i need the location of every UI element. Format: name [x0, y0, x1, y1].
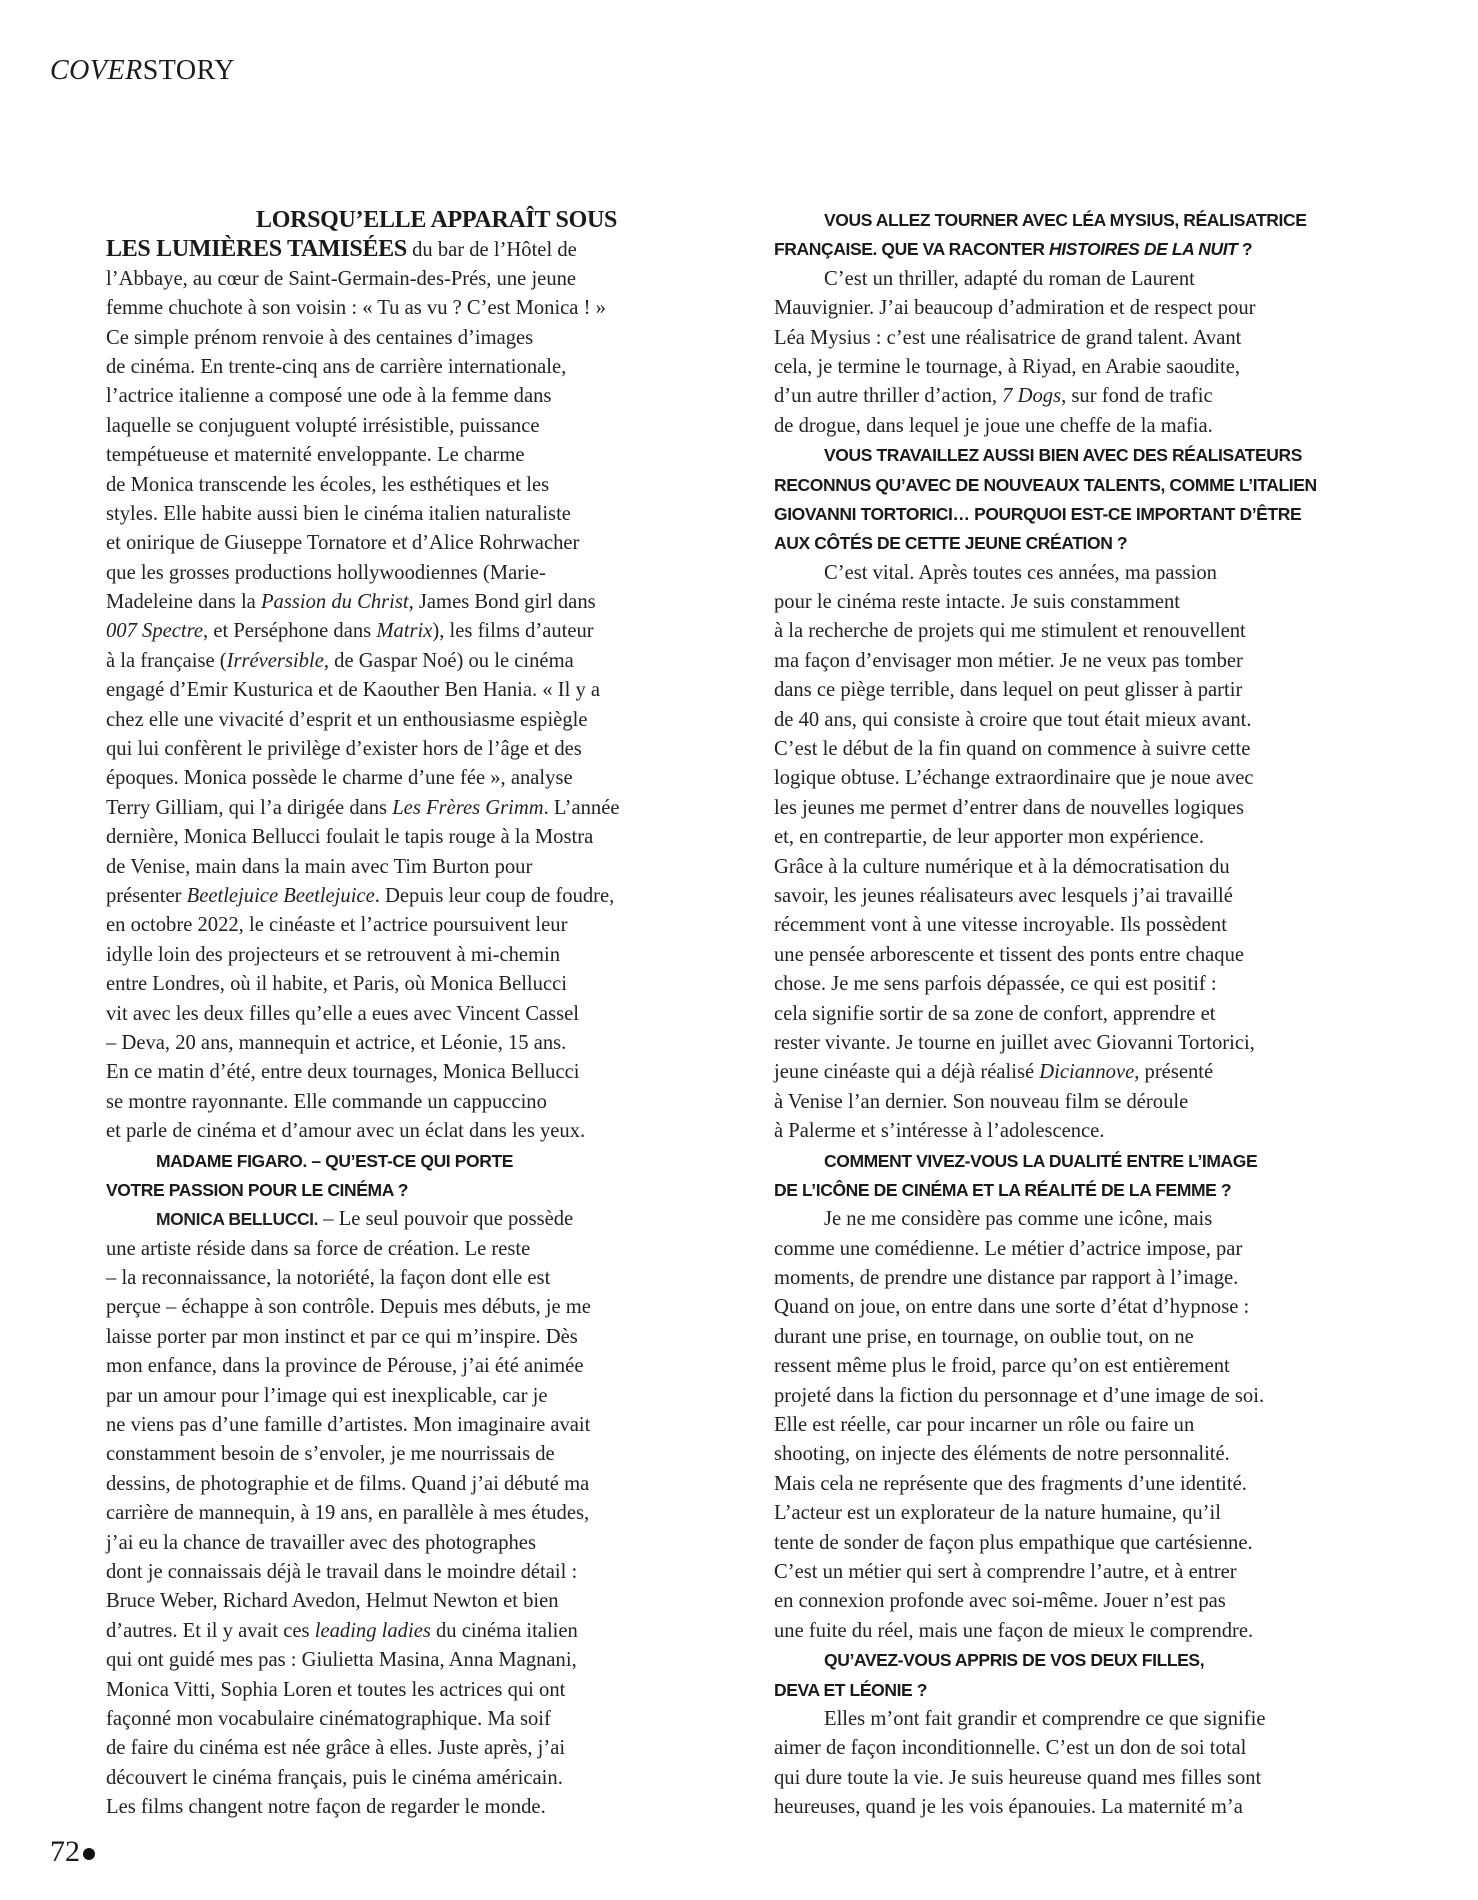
- body-line: l’Abbaye, au cœur de Saint-Germain-des-Prés, une jeune: [106, 267, 577, 290]
- body-line: récemment vont à une vitesse incroyable. Ils possèdent: [774, 914, 1227, 937]
- body-line: logique obtuse. L’échange extraordinaire que je noue avec: [774, 767, 1254, 790]
- answer-2-first-line: C’est un thriller, adapté du roman de Laurent: [824, 267, 1195, 290]
- speaker-name: MONICA BELLUCCI.: [156, 1209, 319, 1230]
- body-text: Terry Gilliam, qui l’a dirigée dans: [106, 796, 393, 819]
- body-line: constamment besoin de s’envoler, je me nourrissais de: [106, 1443, 555, 1466]
- page-number-text: 72: [50, 1835, 80, 1868]
- rubric-cover: COVER: [50, 55, 143, 86]
- body-line: [106, 617, 686, 646]
- answer-3-first-line: C’est vital. Après toutes ces années, ma passion: [824, 561, 1217, 584]
- body-line: tente de sonder de façon plus empathique que cartésienne.: [774, 1531, 1253, 1554]
- body-line: se montre rayonnante. Elle commande un cappuccino: [106, 1090, 547, 1113]
- answer-4-lines: [774, 1235, 1354, 1646]
- body-line: et, en contrepartie, de leur apporter mon expérience.: [774, 826, 1204, 849]
- body-line: dernière, Monica Bellucci foulait le tapis rouge à la Mostra: [106, 826, 594, 849]
- body-line: C’est le début de la fin quand on commence à suivre cette: [774, 738, 1251, 761]
- question-4-line-1: COMMENT VIVEZ-VOUS LA DUALITÉ ENTRE L’IMAGE: [824, 1150, 1258, 1171]
- bullet-dot-icon: [83, 1848, 95, 1860]
- question-5-line-2: DEVA ET LÉONIE ?: [774, 1679, 928, 1700]
- body-line: une fuite du réel, mais une façon de mieux le comprendre.: [774, 1619, 1254, 1642]
- body-line: qui ont guidé mes pas : Giulietta Masina, Anna Magnani,: [106, 1649, 577, 1672]
- intro-lines-4: [106, 911, 686, 1146]
- body-text: présenter: [106, 884, 187, 907]
- body-line: ressent même plus le froid, parce qu’on est entièrement: [774, 1355, 1230, 1378]
- body-line: à la recherche de projets qui me stimulent et renouvellent: [774, 620, 1246, 643]
- question-1-line-1: MADAME FIGARO. – QU’EST-CE QUI PORTE: [156, 1150, 514, 1171]
- intro-lines-2: [106, 676, 686, 794]
- film-title: 7 Dogs: [1002, 385, 1062, 408]
- body-text: ), les films d’auteur: [432, 620, 594, 643]
- body-line: de faire du cinéma est née grâce à elles. Juste après, j’ai: [106, 1737, 566, 1760]
- body-line: L’acteur est un explorateur de la nature humaine, qu’il: [774, 1502, 1221, 1525]
- answer-5-lines: [774, 1734, 1354, 1822]
- body-text: à la française (: [106, 649, 227, 672]
- body-line: [106, 1617, 686, 1646]
- question-text: FRANÇAISE. QUE VA RACONTER: [774, 239, 1050, 260]
- question-1-line-2: VOTRE PASSION POUR LE CINÉMA ?: [106, 1179, 409, 1200]
- answer-5-first-line: Elles m’ont fait grandir et comprendre ce que signifie: [824, 1707, 1266, 1730]
- body-line: [106, 794, 686, 823]
- question-line: AUX CÔTÉS DE CETTE JEUNE CRÉATION ?: [774, 533, 1128, 554]
- body-line: vit avec les deux filles qu’elle a eues avec Vincent Cassel: [106, 1002, 580, 1025]
- body-text: , de Gaspar Noé) ou le cinéma: [323, 649, 574, 672]
- intro-lines-3: [106, 823, 686, 882]
- body-line: [106, 647, 686, 676]
- body-line: [774, 1058, 1354, 1087]
- body-line: engagé d’Emir Kusturica et de Kaouther Ben Hania. « Il y a: [106, 679, 601, 702]
- body-text: du bar de l’Hôtel de: [406, 239, 577, 262]
- body-line: carrière de mannequin, à 19 ans, en parallèle à mes études,: [106, 1502, 590, 1525]
- body-text: , et Perséphone dans: [203, 620, 377, 643]
- body-line: [106, 588, 686, 617]
- body-line: chez elle une vivacité d’esprit et un enthousiasme espiègle: [106, 708, 588, 731]
- answer-3-lines-2: [774, 1088, 1354, 1147]
- question-line: VOUS TRAVAILLEZ AUSSI BIEN AVEC DES RÉALISATEURS: [824, 445, 1302, 466]
- body-text: jeune cinéaste qui a déjà réalisé: [774, 1061, 1040, 1084]
- answer-4-first-line: Je ne me considère pas comme une icône, mais: [824, 1208, 1213, 1231]
- body-line: cela signifie sortir de sa zone de confort, apprendre et: [774, 1002, 1216, 1025]
- body-line: En ce matin d’été, entre deux tournages, Monica Bellucci: [106, 1061, 580, 1084]
- body-line: ne viens pas d’une famille d’artistes. Mon imaginaire avait: [106, 1414, 591, 1437]
- body-line: – la reconnaissance, la notoriété, la façon dont elle est: [106, 1267, 551, 1290]
- body-line: en octobre 2022, le cinéaste et l’actrice poursuivent leur: [106, 914, 568, 937]
- film-title: Les Frères Grimm: [392, 796, 544, 819]
- body-line: une artiste réside dans sa force de création. Le reste: [106, 1237, 531, 1260]
- body-line: de Venise, main dans la main avec Tim Burton pour: [106, 855, 533, 878]
- body-line: Grâce à la culture numérique et à la démocratisation du: [774, 855, 1230, 878]
- body-line: de cinéma. En trente-cinq ans de carrière internationale,: [106, 355, 567, 378]
- body-text: , James Bond girl dans: [408, 591, 596, 614]
- body-line: – Deva, 20 ans, mannequin et actrice, et Léonie, 15 ans.: [106, 1031, 567, 1054]
- body-line: que les grosses productions hollywoodiennes (Marie-: [106, 561, 546, 584]
- rubric-story: STORY: [142, 55, 235, 86]
- question-3-lines: [774, 441, 1354, 559]
- italic-phrase: leading ladies: [314, 1619, 431, 1642]
- body-line: et onirique de Giuseppe Tornatore et d’Alice Rohrwacher: [106, 532, 580, 555]
- answer-3-lines: [774, 588, 1354, 1058]
- article-column-right: [774, 206, 1354, 1822]
- body-text: , présenté: [1134, 1061, 1214, 1084]
- body-line: à Venise l’an dernier. Son nouveau film se déroule: [774, 1090, 1189, 1113]
- body-line: comme une comédienne. Le métier d’actrice impose, par: [774, 1237, 1243, 1260]
- body-line: en connexion profonde avec soi-même. Jouer n’est pas: [774, 1590, 1226, 1613]
- question-2-line-1: VOUS ALLEZ TOURNER AVEC LÉA MYSIUS, RÉALISATRICE: [824, 210, 1307, 230]
- section-rubric: [50, 55, 235, 87]
- body-text: . Depuis leur coup de foudre,: [374, 884, 615, 907]
- page-number: [50, 1835, 95, 1869]
- body-line: de 40 ans, qui consiste à croire que tout était mieux avant.: [774, 708, 1252, 731]
- body-line: par un amour pour l’image qui est inexplicable, car je: [106, 1384, 548, 1407]
- body-line: shooting, on injecte des éléments de notre personnalité.: [774, 1443, 1230, 1466]
- body-line: Les films changent notre façon de regarder le monde.: [106, 1796, 546, 1819]
- body-line: moments, de prendre une distance par rapport à l’image.: [774, 1267, 1239, 1290]
- body-text: Madeleine dans la: [106, 591, 261, 614]
- body-line: Bruce Weber, Richard Avedon, Helmut Newton et bien: [106, 1590, 559, 1613]
- body-line: et parle de cinéma et d’amour avec un éclat dans les yeux.: [106, 1120, 586, 1143]
- lead-in-line-1: LORSQU’ELLE APPARAÎT SOUS: [256, 207, 618, 233]
- question-2-line-2: [774, 235, 1354, 264]
- body-line: ma façon d’envisager mon métier. Je ne veux pas tomber: [774, 649, 1243, 672]
- body-line: qui dure toute la vie. Je suis heureuse quand mes filles sont: [774, 1766, 1262, 1789]
- body-line: [774, 382, 1354, 411]
- lead-in-bold: LES LUMIÈRES TAMISÉES: [106, 236, 407, 263]
- body-line: Ce simple prénom renvoie à des centaines d’images: [106, 326, 534, 349]
- body-line: Elle est réelle, car pour incarner un rôle ou faire un: [774, 1414, 1195, 1437]
- body-line: de Monica transcende les écoles, les esthétiques et les: [106, 473, 550, 496]
- question-5-line-1: QU’AVEZ-VOUS APPRIS DE VOS DEUX FILLES,: [824, 1650, 1205, 1671]
- question-text: ?: [1237, 239, 1253, 260]
- body-line: une pensée arborescente et tissent des ponts entre chaque: [774, 943, 1245, 966]
- film-title: Irréversible: [226, 649, 324, 672]
- body-line: idylle loin des projecteurs et se retrouvent à mi-chemin: [106, 943, 561, 966]
- film-title: Passion du Christ: [260, 591, 409, 614]
- body-line: Mauvignier. J’ai beaucoup d’admiration et de respect pour: [774, 297, 1256, 320]
- body-line: Léa Mysius : c’est une réalisatrice de grand talent. Avant: [774, 326, 1242, 349]
- answer-1-lines: [106, 1235, 686, 1617]
- film-title: Beetlejuice Beetlejuice: [186, 884, 375, 907]
- body-line: cela, je termine le tournage, à Riyad, en Arabie saoudite,: [774, 355, 1241, 378]
- article-column-left: [106, 206, 686, 1822]
- body-text: d’autres. Et il y avait ces: [106, 1619, 315, 1642]
- body-line: Quand on joue, on entre dans une sorte d’état d’hypnose :: [774, 1296, 1250, 1319]
- body-line: femme chuchote à son voisin : « Tu as vu ? C’est Monica ! »: [106, 297, 606, 320]
- body-text: . L’année: [543, 796, 620, 819]
- answer-1-lines-2: [106, 1646, 686, 1822]
- body-line: rester vivante. Je tourne en juillet avec Giovanni Tortorici,: [774, 1031, 1255, 1054]
- body-line: laquelle se conjuguent volupté irrésistible, puissance: [106, 414, 540, 437]
- body-line: qui lui confèrent le privilège d’exister hors de l’âge et des: [106, 738, 582, 761]
- lead-in-line-2: [106, 235, 686, 264]
- body-line: aimer de façon inconditionnelle. C’est un don de soi total: [774, 1737, 1247, 1760]
- answer-1-first-line: [106, 1205, 686, 1234]
- body-line: de drogue, dans lequel je joue une cheffe de la mafia.: [774, 414, 1213, 437]
- film-title: HISTOIRES DE LA NUIT: [1049, 239, 1238, 260]
- body-text: d’un autre thriller d’action,: [774, 385, 1003, 408]
- body-line: dessins, de photographie et de films. Quand j’ai débuté ma: [106, 1472, 590, 1495]
- question-line: RECONNUS QU’AVEC DE NOUVEAUX TALENTS, COMME L’ITALIEN: [774, 474, 1317, 495]
- body-line: j’ai eu la chance de travailler avec des photographes: [106, 1531, 536, 1554]
- body-line: entre Londres, où il habite, et Paris, où Monica Bellucci: [106, 973, 567, 996]
- body-line: projeté dans la fiction du personnage et d’une image de soi.: [774, 1384, 1265, 1407]
- body-line: laisse porter par mon instinct et par ce qui m’inspire. Dès: [106, 1325, 578, 1348]
- body-line: à Palerme et s’intéresse à l’adolescence.: [774, 1120, 1105, 1143]
- body-line: Mais cela ne représente que des fragments d’une identité.: [774, 1472, 1247, 1495]
- film-title: Diciannove: [1039, 1061, 1135, 1084]
- body-line: les jeunes me permet d’entrer dans de nouvelles logiques: [774, 796, 1245, 819]
- body-line: C’est un métier qui sert à comprendre l’autre, et à entrer: [774, 1560, 1237, 1583]
- body-line: époques. Monica possède le charme d’une fée », analyse: [106, 767, 573, 790]
- body-line: l’actrice italienne a composé une ode à la femme dans: [106, 385, 552, 408]
- intro-lines-1: [106, 265, 686, 588]
- body-text: , sur fond de trafic: [1061, 385, 1213, 408]
- film-title: Matrix: [376, 620, 433, 643]
- body-text: – Le seul pouvoir que possède: [318, 1208, 574, 1231]
- body-line: mon enfance, dans la province de Pérouse, j’ai été animée: [106, 1355, 584, 1378]
- body-text: du cinéma italien: [430, 1619, 578, 1642]
- film-title: 007 Spectre: [106, 620, 204, 643]
- body-line: heureuses, quand je les vois épanouies. La maternité m’a: [774, 1796, 1243, 1819]
- answer-2-lines: [774, 294, 1354, 382]
- body-line: façonné mon vocabulaire cinématographique. Ma soif: [106, 1707, 551, 1730]
- body-line: perçue – échappe à son contrôle. Depuis mes débuts, je me: [106, 1296, 591, 1319]
- question-line: GIOVANNI TORTORICI… POURQUOI EST-CE IMPORTANT D’ÊTRE: [774, 503, 1302, 524]
- body-line: durant une prise, en tournage, on oublie tout, on ne: [774, 1325, 1194, 1348]
- body-line: dont je connaissais déjà le travail dans le moindre détail :: [106, 1560, 578, 1583]
- body-line: Monica Vitti, Sophia Loren et toutes les actrices qui ont: [106, 1678, 566, 1701]
- body-line: découvert le cinéma français, puis le cinéma américain.: [106, 1766, 563, 1789]
- body-line: styles. Elle habite aussi bien le cinéma italien naturaliste: [106, 502, 571, 525]
- body-line: tempétueuse et maternité enveloppante. Le charme: [106, 444, 525, 467]
- body-line: [106, 882, 686, 911]
- body-line: dans ce piège terrible, dans lequel on peut glisser à partir: [774, 679, 1243, 702]
- body-line: savoir, les jeunes réalisateurs avec lesquels j’ai travaillé: [774, 884, 1233, 907]
- body-line: pour le cinéma reste intacte. Je suis constamment: [774, 591, 1181, 614]
- question-4-line-2: DE L’ICÔNE DE CINÉMA ET LA RÉALITÉ DE LA FEMME ?: [774, 1179, 1232, 1200]
- body-line: chose. Je me sens parfois dépassée, ce qui est positif :: [774, 973, 1217, 996]
